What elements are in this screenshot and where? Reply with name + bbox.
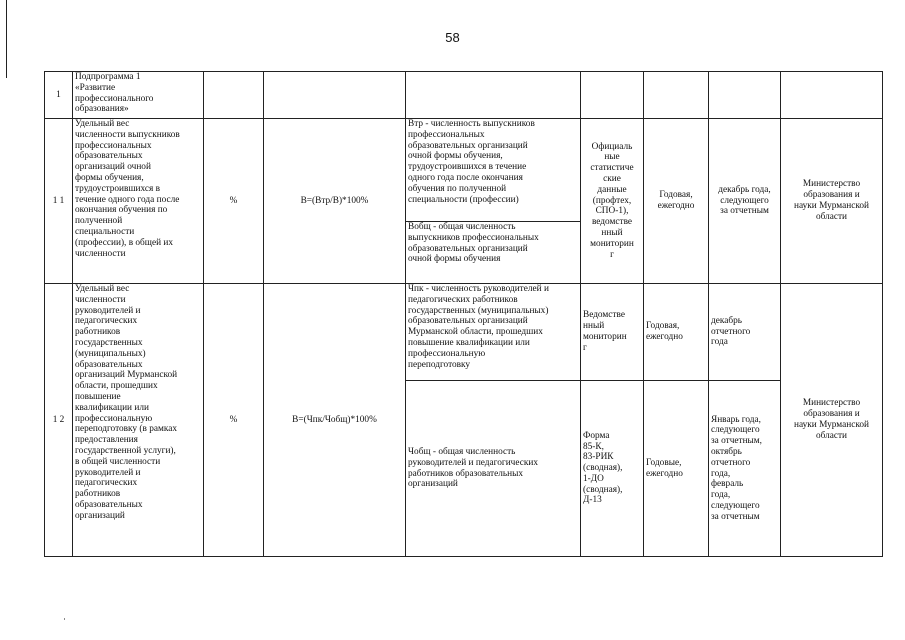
indicator-name: Подпрограмма 1 «Развитие профессионального образования» <box>73 72 204 119</box>
table-row <box>45 284 883 381</box>
unit: % <box>204 119 264 284</box>
indicator-name: Удельный вес численности выпускников профессиональных образовательных организаций очной формы обучения, трудоустроившихся в течение одного года после окончания обучения по полученной специальности (профессии), в общей их численности <box>73 119 204 284</box>
empty-cell <box>406 72 581 119</box>
data-source: Ведомстве нный мониторин г <box>581 284 644 381</box>
empty-cell <box>644 72 709 119</box>
empty-cell <box>264 72 406 119</box>
row-number: 1 1 <box>45 119 73 284</box>
row-number: 1 <box>45 72 73 119</box>
formula: В=(Втр/В)*100% <box>264 119 406 284</box>
data-source: Форма 85-К, 83-РИК (сводная), 1-ДО (сводная), Д-13 <box>581 381 644 557</box>
indicator-name: Удельный вес численности руководителей и педагогических работников государственных (муниципальных) образовательных организаций Мурманской области, прошедших повышение квалификации или профессиональную переподготовку (в рамках предоставления государственной услуги), в общей численности руководителей и педагогических работников образовательных организаций <box>73 284 204 557</box>
data-source: Официаль ные статистиче ские данные (профтех, СПО-1), ведомстве нный мониторин г <box>581 119 644 284</box>
variable-definition: Чпк - численность руководителей и педагогических работников государственных (муниципальных) образовательных организаций Мурманской области, прошедших повышение квалификации или профессиональную переподготовку <box>406 284 581 381</box>
responsible: Министерство образования и науки Мурманской области <box>781 119 883 284</box>
variable-definition: Вобщ - общая численность выпускников профессиональных образовательных организаций очной формы обучения <box>406 222 581 284</box>
responsible: Министерство образования и науки Мурманской области <box>781 284 883 557</box>
unit: % <box>204 284 264 557</box>
deadline: декабрь отчетного года <box>709 284 781 381</box>
empty-cell <box>709 72 781 119</box>
empty-cell <box>581 72 644 119</box>
table-row-subprogram <box>45 72 883 119</box>
variable-definition: Чобщ - общая численность руководителей и педагогических работников образовательных организаций <box>406 381 581 557</box>
row-number: 1 2 <box>45 284 73 557</box>
indicators-table <box>44 71 883 557</box>
page-number: 58 <box>445 30 460 45</box>
scan-artifact <box>64 618 65 620</box>
deadline: декабрь года, следующего за отчетным <box>709 119 781 284</box>
formula: В=(Чпк/Чобщ)*100% <box>264 284 406 557</box>
empty-cell <box>204 72 264 119</box>
table-row <box>45 119 883 222</box>
deadline: Январь года, следующего за отчетным, октябрь отчетного года, февраль года, следующего за отчетным <box>709 381 781 557</box>
frequency: Годовая, ежегодно <box>644 119 709 284</box>
frequency: Годовые, ежегодно <box>644 381 709 557</box>
empty-cell <box>781 72 883 119</box>
frequency: Годовая, ежегодно <box>644 284 709 381</box>
variable-definition: Втр - численность выпускников профессиональных образовательных организаций очной формы обучения, трудоустроившихся в течение одного года после окончания обучения по полученной специальности (профессии) <box>406 119 581 222</box>
